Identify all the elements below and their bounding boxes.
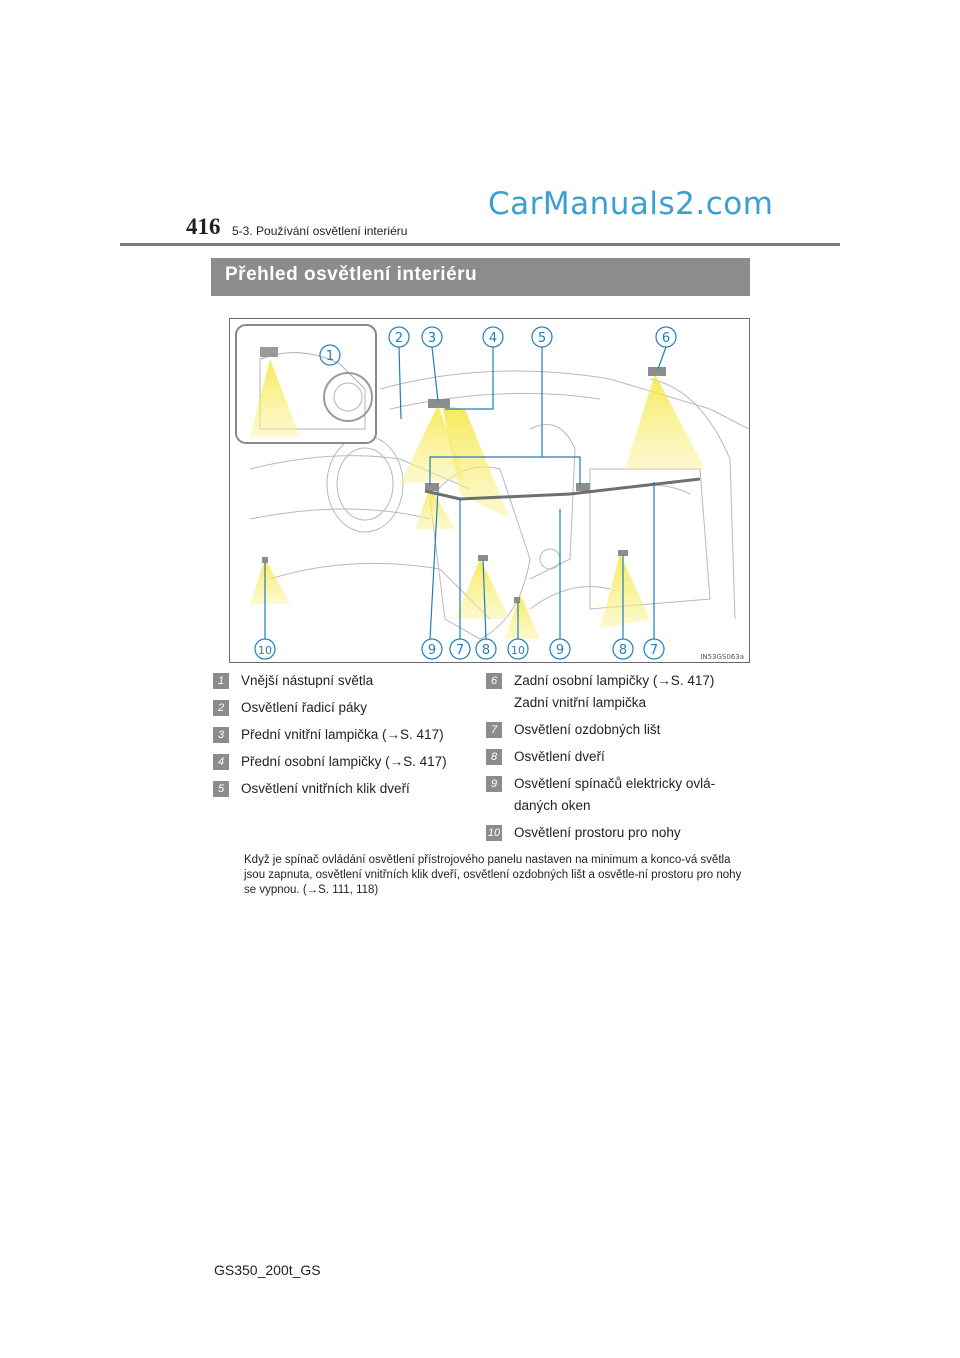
note-paragraph: Když je spínač ovládání osvětlení přístrojového panelu nastaven na minimum a konco-vá světla jsou zapnuta, osvětlení vnitřních klik dveří, osvětlení ozdobných lišt a osvětle-ní prostoru pro nohy se vypnou. (→S. 111, 118) [244,854,742,896]
legend-number: 6 [486,673,502,689]
section-title: Přehled osvětlení interiéru [225,264,478,285]
legend-text: Osvětlení prostoru pro nohy [514,825,681,840]
legend-text: Osvětlení vnitřních klik dveří [241,781,410,796]
legend-text: Vnější nástupní světla [241,673,374,688]
legend-text: Osvětlení řadicí páky [241,700,368,715]
callout-7-right: 7 [649,643,659,658]
callout-10-left: 10 [258,644,272,657]
callout-4: 4 [488,331,498,346]
legend-text: Osvětlení spínačů elektricky ovlá- [514,776,716,791]
chapter-title: 5-3. Používání osvětlení interiéru [232,224,408,238]
callout-10-right: 10 [511,644,525,657]
legend-text: Přední osobní lampičky (→S. 417) [241,754,447,769]
legend-number: 10 [487,827,501,839]
footer-model: GS350_200t_GS [214,1262,321,1278]
legend-number: 3 [213,727,229,743]
callout-7-left: 7 [455,643,465,658]
legend-number: 8 [486,749,502,765]
legend-text: Osvětlení dveří [514,749,605,764]
legend-number: 5 [213,781,229,797]
watermark: CarManuals2.com [488,186,774,222]
legend-text-line2: daných oken [514,798,591,813]
header-rule [120,243,840,246]
legend-number: 1 [213,673,229,689]
callout-9-right: 9 [555,643,565,658]
section-bar [211,258,750,296]
callout-6: 6 [661,331,671,346]
callout-1: 1 [325,349,335,364]
callout-8-left: 8 [481,643,491,658]
interior-lighting-illustration [229,318,750,663]
legend-number: 4 [213,754,229,770]
illustration-code: IN53GS063a [700,653,744,661]
callout-3: 3 [427,331,437,346]
legend-text: Osvětlení ozdobných lišt [514,722,661,737]
legend-number: 2 [213,700,229,716]
door-inset [236,325,376,443]
legend-number: 9 [486,776,502,792]
legend-text: Zadní osobní lampičky (→S. 417) [514,673,715,688]
callout-5: 5 [537,331,547,346]
callout-2: 2 [394,331,404,346]
callout-8-right: 8 [618,643,628,658]
legend-number: 7 [486,722,502,738]
callout-9-left: 9 [427,643,437,658]
page-number: 416 [186,214,221,239]
legend-text-line2: Zadní vnitřní lampička [514,695,647,710]
legend-text: Přední vnitřní lampička (→S. 417) [241,727,444,742]
